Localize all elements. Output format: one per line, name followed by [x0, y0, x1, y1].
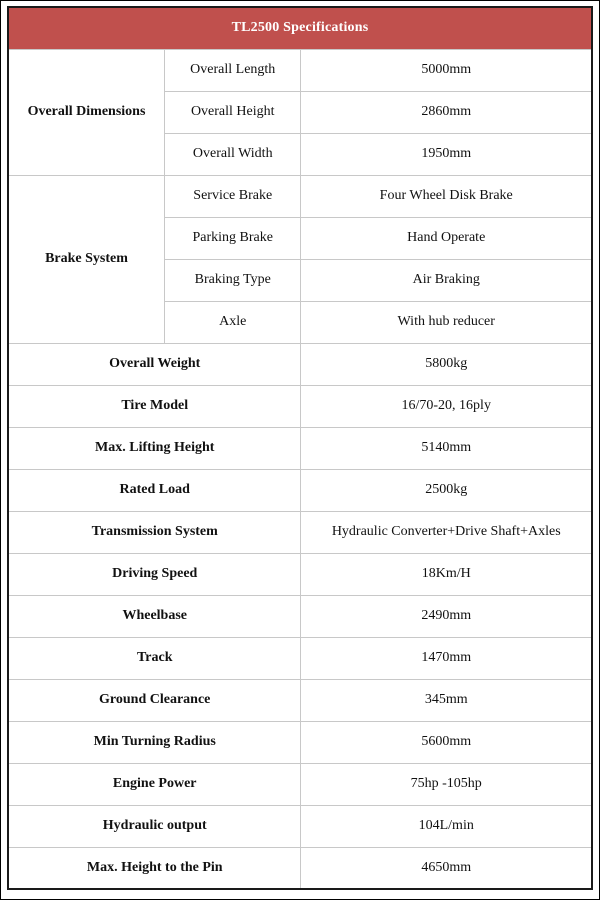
table-row: [8, 49, 592, 91]
row-label-cell: Engine Power: [8, 763, 301, 805]
spec-value-cell: Four Wheel Disk Brake: [301, 175, 592, 217]
spec-name-cell: Overall Height: [165, 91, 301, 133]
table-row: [8, 385, 592, 427]
table-row: [8, 763, 592, 805]
row-label-cell: Ground Clearance: [8, 679, 301, 721]
spec-value-cell: 2490mm: [301, 595, 592, 637]
table-row: [8, 805, 592, 847]
spec-value-cell: Hydraulic Converter+Drive Shaft+Axles: [301, 511, 592, 553]
row-label-cell: Tire Model: [8, 385, 301, 427]
table-header-row: [8, 7, 592, 49]
spec-table-body: [8, 49, 592, 889]
row-label-cell: Max. Lifting Height: [8, 427, 301, 469]
spec-value-cell: 4650mm: [301, 847, 592, 889]
spec-value-cell: 2500kg: [301, 469, 592, 511]
row-label-cell: Max. Height to the Pin: [8, 847, 301, 889]
spec-value-cell: With hub reducer: [301, 301, 592, 343]
row-label-cell: Hydraulic output: [8, 805, 301, 847]
spec-value-cell: 75hp -105hp: [301, 763, 592, 805]
spec-name-cell: Overall Width: [165, 133, 301, 175]
spec-value-cell: 5000mm: [301, 49, 592, 91]
spec-value-cell: Hand Operate: [301, 217, 592, 259]
spec-name-cell: Braking Type: [165, 259, 301, 301]
row-label-cell: Wheelbase: [8, 595, 301, 637]
row-label-cell: Transmission System: [8, 511, 301, 553]
spec-name-cell: Axle: [165, 301, 301, 343]
spec-value-cell: 345mm: [301, 679, 592, 721]
spec-name-cell: Service Brake: [165, 175, 301, 217]
table-row: [8, 637, 592, 679]
spec-value-cell: 1950mm: [301, 133, 592, 175]
table-row: [8, 175, 592, 217]
table-row: [8, 469, 592, 511]
table-row: [8, 721, 592, 763]
table-row: [8, 595, 592, 637]
page-title: TL2500 Specifications: [8, 7, 592, 49]
spec-value-cell: 1470mm: [301, 637, 592, 679]
row-label-cell: Track: [8, 637, 301, 679]
row-label-cell: Overall Weight: [8, 343, 301, 385]
spec-value-cell: 16/70-20, 16ply: [301, 385, 592, 427]
spec-value-cell: 18Km/H: [301, 553, 592, 595]
row-label-cell: Driving Speed: [8, 553, 301, 595]
table-row: [8, 679, 592, 721]
spec-table: [7, 6, 593, 890]
table-row: [8, 553, 592, 595]
group-label-cell: Brake System: [8, 175, 165, 343]
table-row: [8, 511, 592, 553]
spec-value-cell: 5140mm: [301, 427, 592, 469]
spec-name-cell: Overall Length: [165, 49, 301, 91]
table-row: [8, 847, 592, 889]
row-label-cell: Min Turning Radius: [8, 721, 301, 763]
spec-value-cell: 5800kg: [301, 343, 592, 385]
spec-name-cell: Parking Brake: [165, 217, 301, 259]
spec-value-cell: 104L/min: [301, 805, 592, 847]
table-row: [8, 343, 592, 385]
group-label-cell: Overall Dimensions: [8, 49, 165, 175]
spec-value-cell: 2860mm: [301, 91, 592, 133]
spec-value-cell: Air Braking: [301, 259, 592, 301]
spec-value-cell: 5600mm: [301, 721, 592, 763]
row-label-cell: Rated Load: [8, 469, 301, 511]
table-row: [8, 427, 592, 469]
